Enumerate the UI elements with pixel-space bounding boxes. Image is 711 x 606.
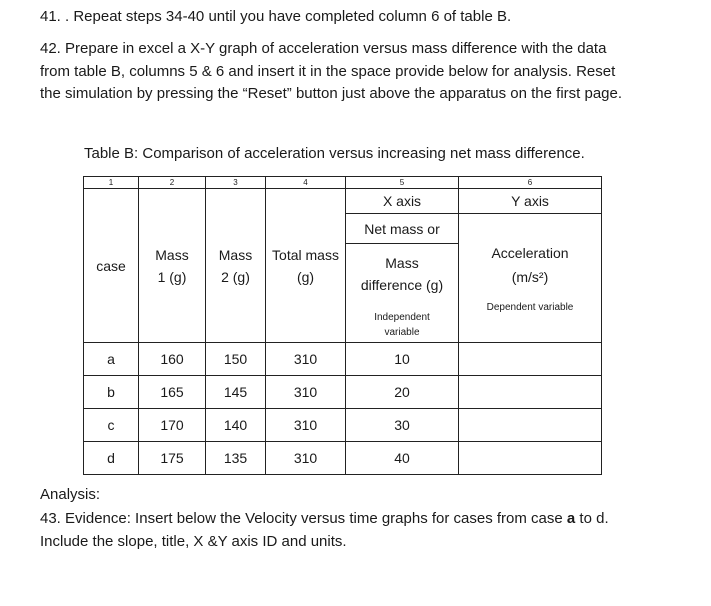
acceleration-cell[interactable] (459, 409, 602, 442)
x-axis-label: X axis (346, 189, 459, 214)
table-caption: Table B: Comparison of acceleration versus increasing net mass difference. (84, 145, 585, 162)
total-mass-header-label: Total mass (272, 246, 339, 263)
table-row (84, 343, 602, 376)
mass2-cell: 150 (206, 343, 266, 376)
mass1-cell: 165 (139, 376, 206, 409)
case-cell: a (84, 343, 139, 376)
step-43-line (40, 508, 609, 531)
y-axis-label: Y axis (459, 189, 602, 214)
net-mass-header (346, 214, 459, 343)
column-number: 6 (459, 177, 602, 189)
mass1-cell: 175 (139, 442, 206, 475)
acceleration-cell[interactable] (459, 442, 602, 475)
step-43-line: Include the slope, title, X &Y axis ID and units. (40, 533, 347, 550)
step-43-text: 43. Evidence: Insert below the Velocity versus time graphs for cases from case (40, 510, 567, 527)
total-mass-cell: 310 (266, 343, 346, 376)
step-42-line: the simulation by pressing the “Reset” button just above the apparatus on the first page. (40, 85, 623, 102)
independent-variable-label: Independent (374, 312, 430, 323)
step-43-paragraph (40, 508, 609, 554)
table-row (84, 376, 602, 409)
total-mass-header-unit: (g) (296, 268, 315, 285)
mass1-header-label: Mass (155, 246, 189, 263)
case-cell: c (84, 409, 139, 442)
analysis-heading: Analysis: (40, 486, 101, 503)
mass1-header-unit: 1 (g) (157, 268, 187, 285)
mass1-header (139, 189, 206, 343)
column-number: 1 (84, 177, 139, 189)
total-mass-cell: 310 (266, 442, 346, 475)
net-mass-label: Mass (385, 255, 419, 271)
mass-difference-cell: 30 (346, 409, 459, 442)
total-mass-header (266, 189, 346, 343)
mass2-cell: 145 (206, 376, 266, 409)
axis-row (84, 189, 602, 214)
mass1-cell: 170 (139, 409, 206, 442)
mass2-cell: 140 (206, 409, 266, 442)
acceleration-unit: (m/s²) (511, 268, 549, 285)
dependent-variable-label: Dependent variable (486, 301, 574, 313)
column-number-row (84, 177, 602, 189)
table-row (84, 409, 602, 442)
column-number: 4 (266, 177, 346, 189)
step-41-text: 41. . Repeat steps 34-40 until you have completed column 6 of table B. (40, 8, 512, 25)
column-number: 5 (346, 177, 459, 189)
mass1-cell: 160 (139, 343, 206, 376)
mass2-header-label: Mass (218, 246, 253, 263)
acceleration-cell[interactable] (459, 343, 602, 376)
mass-difference-cell: 10 (346, 343, 459, 376)
case-cell: b (84, 376, 139, 409)
independent-variable-label-2: variable (384, 327, 420, 338)
mass-difference-cell: 40 (346, 442, 459, 475)
column-number: 3 (206, 177, 266, 189)
step-42-line: from table B, columns 5 & 6 and insert it in the space provide below for analysis. Reset (40, 62, 616, 80)
step-42-paragraph (40, 38, 622, 106)
case-header: case (84, 189, 139, 343)
net-mass-label-unit: difference (g) (360, 277, 444, 293)
net-mass-title: Net mass or (346, 218, 458, 244)
case-cell: d (84, 442, 139, 475)
acceleration-header (459, 214, 602, 343)
step-42-line: 42. Prepare in excel a X-Y graph of acceleration versus mass difference with the data (40, 40, 607, 57)
step-43-text-end: to d. (575, 510, 609, 527)
acceleration-cell[interactable] (459, 376, 602, 409)
mass-difference-cell: 20 (346, 376, 459, 409)
mass2-header-unit: 2 (g) (221, 268, 250, 285)
acceleration-label: Acceleration (491, 244, 569, 261)
column-number: 2 (139, 177, 206, 189)
mass2-cell: 135 (206, 442, 266, 475)
mass2-header (206, 189, 266, 343)
total-mass-cell: 310 (266, 376, 346, 409)
step-43-bold-case: a (566, 510, 576, 527)
table-row (84, 442, 602, 475)
table-b (83, 176, 602, 475)
total-mass-cell: 310 (266, 409, 346, 442)
